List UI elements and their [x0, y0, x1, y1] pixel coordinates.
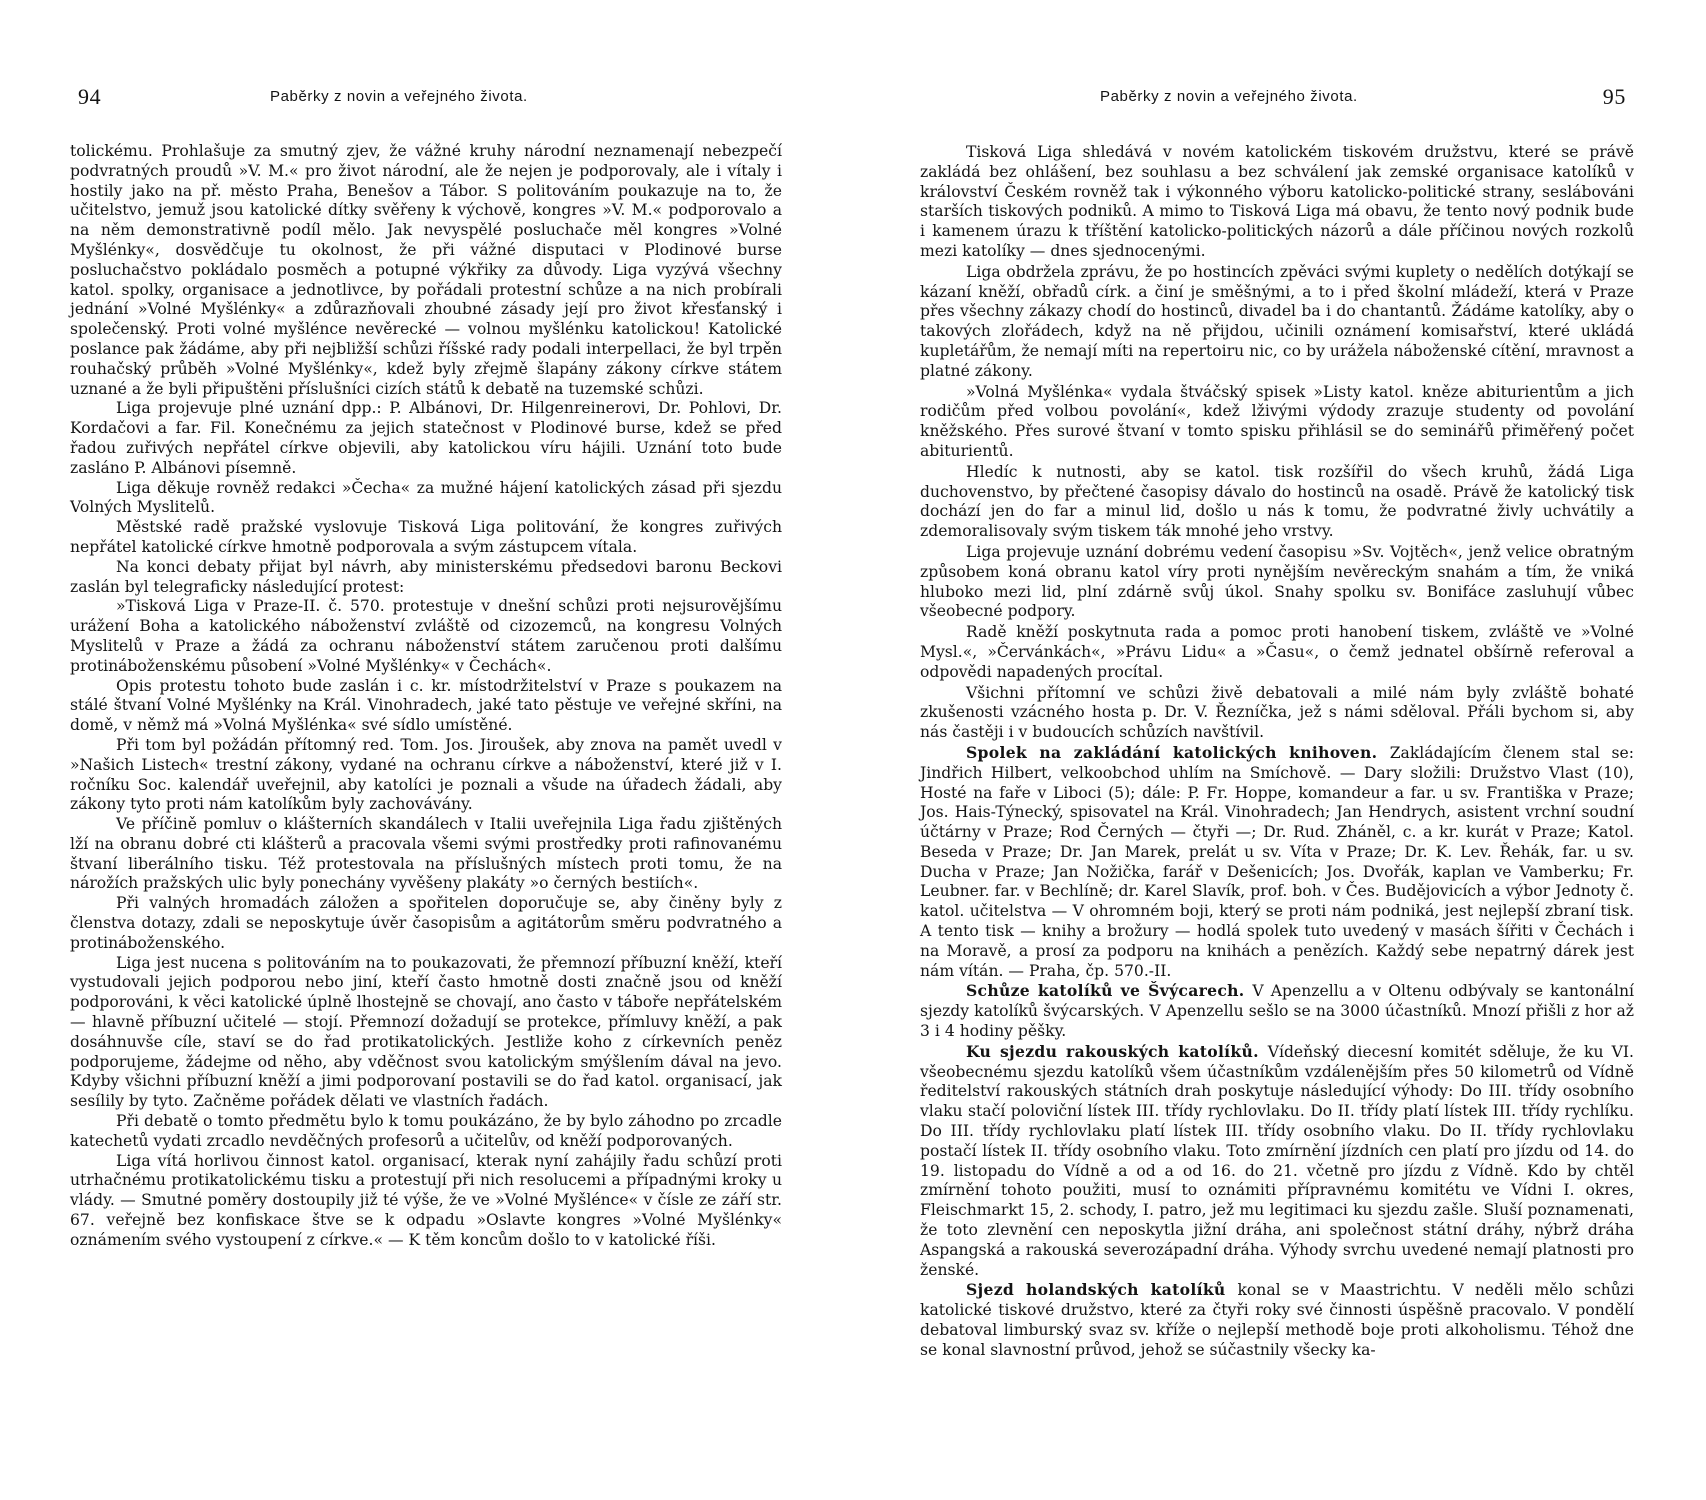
paragraph-text: konal se v Maastrichtu. V neděli mělo schůzi katolické tiskové družstvo, které za čtyři roky své činnosti úspěšně pracovalo. V pondělí debatoval limburský svaz sv. kříže o nejlepší methodě boje proti alkoholismu. Téhož dne se konal slavnostní průvod, jehož se súčastnily všecky ka- — [920, 1281, 1634, 1359]
paragraph: Na konci debaty přijat byl návrh, aby ministerskému předsedovi baronu Beckovi zaslán byl telegraficky následující protest: — [70, 557, 782, 596]
paragraph-text: Hledíc k nutnosti, aby se katol. tisk rozšířil do všech kruhů, žádá Liga duchovenstvo, by přečtené časopisy dávalo do hostinců na osadě. Právě že katolický tisk dochází jen do far a minul lid, došlo u nás k tomu, že podvratné živly uchvátily a zdemoralisovaly svým tiskem ták mnohé jeho vrstvy. — [920, 462, 1634, 541]
paragraph — [920, 462, 1634, 542]
left-page — [70, 0, 782, 1500]
paragraph: Liga děkuje rovněž redakci »Čecha« za mužné hájení katolických zásad při sjezdu Volných Myslitelů. — [70, 478, 782, 517]
section-heading: Schůze katolíků ve Švýcarech. — [966, 981, 1253, 1001]
right-page — [920, 0, 1634, 1500]
section-heading: Sjezd holandských katolíků — [966, 1280, 1238, 1300]
paragraph — [920, 262, 1634, 382]
paragraph: Ve příčině pomluv o klášterních skandálech v Italii uveřejnila Liga řadu zjištěných lží na obranu dobré cti klášterů a pracovala všemi svými prostředky proti rafinovanému štvaní liberálního tisku. Též protestovala na příslušných místech proti tomu, že na nárožích pražských ulic byly ponechány vyvěšeny plakáty »o černých bestiích«. — [70, 815, 782, 893]
paragraph: Městské radě pražské vyslovuje Tisková Liga politování, že kongres zuřivých nepřátel katolické církve hmotně podporovala a svým zástupcem vítala. — [70, 518, 782, 556]
paragraph-text: V Apenzellu a v Oltenu odbývaly se kantonální sjezdy katolíků švýcarských. V Apenzellu sešlo se na 3000 účastníků. Mnozí přišli z hor až 3 i 4 hodiny pěšky. — [920, 982, 1634, 1041]
paragraph-text: Liga projevuje uznání dobrému vedení časopisu »Sv. Vojtěch«, jenž velice obratným způsobem koná obranu katol víry proti nynějším nevěreckým snahám a tím, že vniká hluboko mezi lid, plní zdárně svůj úkol. Snahy spolku sv. Bonifáce zasluhují vůbec všeobecné podpory. — [920, 542, 1634, 621]
running-head: Paběrky z novin a veřejného života. — [1100, 88, 1358, 105]
right-page-body — [920, 142, 1634, 1361]
paragraph: Opis protestu tohoto bude zaslán i c. kr. místodržitelství v Praze s poukazem na stálé štvaní Volné Myšlénky na Král. Vinohradech, jaké tato pěstuje ve veřejné skříni, na domě, v němž má »Volná Myšlénka« své sídlo umístěné. — [70, 676, 782, 735]
paragraph: Při valných hromadách záložen a spořitelen doporučuje se, aby činěny byly z členstva dotazy, zdali se neposkytuje úvěr časopisům a agitátorům směru podvratného a protináboženského. — [70, 894, 782, 952]
paragraph-text: Vídeňský diecesní komitét sděluje, že ku VI. všeobecnému sjezdu katolíků všem účastníkům vzdálenějším přes 50 kilometrů od Vídně ředitelství rakouských státních drah poskytuje následující výhody: Do III. třídy osobního vlaku stačí poloviční lístek III. třídy rychlovlaku. Do II. třídy platí lístek III. třídy rychlíku. Do III. třídy rychlovlaku platí lístek III. třídy osobního vlaku. Do II. třídy rychlovlaku postačí lístek II. třídy osobního vlaku. Toto zmírnění jízdních cen platí pro jízdu od 14. do 19. listopadu do Vídně a od a od 16. do 21. včetně pro jízdu z Vídně. Kdo by chtěl zmírnění tohoto použiti, musí to oznámiti přípravnému komitétu ve Vídni I. okres, Fleischmarkt 15, 2. schody, I. patro, jež mu legitimaci ku sjezdu zašle. Sluší poznamenati, že toto zlevnění cen neposkytla jižní dráha, ani společnost státní dráhy, nýbrž dráha Aspangská a rakouská severozápadní dráha. Výhody svrchu uvedené nemají platnosti pro ženské. — [920, 1042, 1634, 1279]
paragraph — [920, 622, 1634, 682]
paragraph: »Tisková Liga v Praze-II. č. 570. protestuje v dnešní schůzi proti nejsurovějšímu urážení Boha a katolického náboženství zvláště od cizozemců, na kongresu Volných Myslitelů v Praze a žádá za ochranu náboženství státem zaručenou proti dalšímu protináboženskému působení »Volné Myšlénky« v Čechách«. — [70, 597, 782, 675]
paragraph-text: »Volná Myšlénka« vydala štváčský spisek »Listy katol. kněze abiturientům a jich rodičům před volbou povolání«, kdež lživými výdody zrazuje studenty od povolání kněžského. Přes surové štvaní v tomto spisku přihlásil se do seminářů přiměřený počet abiturientů. — [920, 382, 1634, 460]
section-heading: Ku sjezdu rakouských katolíků. — [966, 1041, 1268, 1061]
paragraph — [920, 382, 1634, 462]
right-page-header — [920, 84, 1634, 114]
left-page-header — [70, 84, 782, 114]
paragraph — [920, 981, 1634, 1041]
page-number: 95 — [1602, 84, 1626, 109]
paragraph — [920, 743, 1634, 982]
paragraph: Při debatě o tomto předmětu bylo k tomu poukázáno, že by bylo záhodno po zrcadle katechetů vydati zrcadlo nevděčných profesorů a učitelův, od kněží podporovaných. — [70, 1112, 782, 1150]
paragraph — [920, 542, 1634, 622]
paragraph: Liga jest nucena s politováním na to poukazovati, že přemnozí příbuzní kněží, kteří vystudovali jejich podporou nebo jiní, kteří často hmotně dosti značně jsou od kněží podporováni, k věci katolické úplně lhostejně se chovají, ano často v táboře nepřátelském — hlavně příbuzní učitelé — stojí. Přemnozí dožadují se protekce, přímluvy kněží, a pak dosáhnuvše cíle, staví se do řad protikatolických. Jestliže koho z církevních peněz podporujeme, žádejme od něho, aby vděčnost svou katolickým smýšlením dával na jevo. Kdyby všichni příbuzní kněží a jimi podporovaní postavili se do řad katol. organisací, jak sesílily by tyto. Začněme pořádek dělati ve vlastních řadách. — [70, 953, 782, 1111]
paragraph: Liga projevuje plné uznání dpp.: P. Albánovi, Dr. Hilgenreinerovi, Dr. Pohlovi, Dr. Kordačovi a far. Fil. Konečnému za jejich statečnost v Plodinové burse, kdež se před řadou zuřivých nepřátel církve objevili, aby katolickou víru hájili. Uznání toto bude zasláno P. Albánovi písemně. — [70, 399, 782, 477]
paragraph — [920, 683, 1634, 743]
paragraph — [920, 1042, 1634, 1281]
paragraph-text: Tisková Liga shledává v novém katolickém tiskovém družstvu, které se právě zakládá bez ohlášení, bez souhlasu a bez schválení jak zemské organisace katolíků v království Českém rovněž tak i výkonného výboru katolicko-politické strany, seslábováni starších tiskových podniků. A mimo to Tisková Liga má obavu, že tento nový podnik bude i kamenem úrazu k tříštění katolicko-politických názorů a dále příčinou nových rozkolů mezi katolíky — dnes sjednocenými. — [920, 143, 1634, 260]
paragraph — [920, 142, 1634, 262]
running-head: Paběrky z novin a veřejného života. — [270, 88, 528, 105]
left-page-body — [70, 142, 782, 1251]
paragraph-text: Radě kněží poskytnuta rada a pomoc proti hanobení tiskem, zvláště ve »Volné Mysl.«, »Červánkách«, »Právu Lidu« a »Času«, o čemž jednatel obšírně referoval a odpovědi napadených procítal. — [920, 623, 1634, 681]
section-heading: Spolek na zakládání katolických knihoven. — [966, 742, 1390, 762]
paragraph-text: Liga obdržela zprávu, že po hostincích zpěváci svými kuplety o nedělích dotýkají se kázaní kněží, obřadů círk. a činí je směšnými, a to i před školní mládeží, která v Praze přes všechny zákazy chodí do hostinců, divadel ba i do chantantů. Žádáme katolíky, aby o takových zlořádech, když na ně přijdou, učinili oznámení komisařství, které ukládá kupletářům, že nemají míti na repertoiru nic, co by urážela náboženské cítění, mravnost a platné zákony. — [920, 262, 1634, 380]
paragraph: tolickému. Prohlašuje za smutný zjev, že vážné kruhy národní neznamenají nebezpečí podvratných proudů »V. M.« pro život národní, ale že nejen je podporovaly, ale i vítaly i hostily jako na př. město Praha, Benešov a Tábor. S politováním poukazuje na to, že učitelstvo, jemuž jsou katolické dítky svěřeny k výchově, kongres »V. M.« podporovalo a na něm demonstrativně podíl mělo. Jak nevyspělé posluchače měl kongres »Volné Myšlénky«, dosvědčuje tu okolnost, že při vážné disputaci v Plodinové burse posluchačstvo pokládalo posměch a potupné výkřiky za důvody. Liga vyzývá všechny katol. spolky, organisace a jednotlivce, by pořádali protestní schůze a na nich probírali jednání »Volné Myšlénky« a zdůrazňovali zhoubné zásady její pro život křesťanský i společenský. Proti volné myšlénce nevěrecké — volnou myšlénku katolickou! Katolické poslance pak žádáme, aby při nejbližší schůzi říšské rady podali interpellaci, že byl trpěn rouhačský průběh »Volné Myšlénky«, kdež byly zřejmě šlapány zákony církve státem uznané a že byli připuštěni příslušníci cizích států k debatě na tuzemské schůzi. — [70, 142, 782, 398]
paragraph: Při tom byl požádán přítomný red. Tom. Jos. Jiroušek, aby znova na pamět uvedl v »Našich Listech« trestní zákony, vydané na ochranu církve a náboženství, které již v I. ročníku Soc. kalendář uveřejnil, aby katolíci je poznali a všude na úřadech žádali, aby zákony tyto proti nám katolíkům byly zachovávány. — [70, 735, 782, 814]
paragraph-text: Všichni přítomní ve schůzi živě debatovali a milé nám byly zvláště bohaté zkušenosti vzácného hosta p. Dr. V. Řezníčka, jež s námi sděloval. Přáli bychom si, aby nás častěji i v budoucích schůzích navštívil. — [920, 683, 1634, 742]
paragraph — [920, 1280, 1634, 1360]
paragraph-text: Zakládajícím členem stal se: Jindřich Hilbert, velkoobchod uhlím na Smíchově. — Dary složili: Družstvo Vlast (10), Hosté na faře v Liboci (5); dále: P. Fr. Hoppe, komandeur a far. u sv. Františka v Praze; Jos. Hais-Týnecký, spisovatel na Král. Vinohradech; Jan Hendrych, asistent vrchní soudní účtárny v Praze; Rod Černých — čtyři —; Dr. Rud. Zháněl, c. a kr. kurát v Praze; Katol. Beseda v Praze; Dr. Jan Marek, prelát u sv. Víta v Praze; Dr. K. Lev. Řehák, far. u sv. Ducha v Praze; Jan Nožička, farář v Dešenicích; Jos. Dvořák, kaplan ve Vamberku; Fr. Leubner. far. v Bechlíně; dr. Karel Slavík, prof. boh. v Čes. Budějovicích a výbor Jednoty č. katol. učitelstva — V ohromném boji, který se proti nám podniká, jest nejlepší zbraní tisk. A tento tisk — knihy a brožury — hodlá spolek tuto uvedený v masách šířiti v Čechách i na Moravě, a prosí za podporu na knihách a penězích. Každý sebe nepatrný dárek jest nám vítán. — Praha, čp. 570.-II. — [920, 743, 1634, 980]
paragraph: Liga vítá horlivou činnost katol. organisací, kterak nyní zahájily řadu schůzí proti utrhačnému protikatolickému tisku a protestují při nich resolucemi a případnými kroky u vlády. — Smutné poměry dostoupily již té výše, že ve »Volné Myšlénce« v čísle ze září str. 67. veřejně bez konfiskace štve se k odpadu »Oslavte kongres »Volné Myšlénky« oznámením svého vystoupení z církve.« — K těm koncům došlo to v katolické říši. — [70, 1151, 782, 1249]
page-number: 94 — [78, 84, 102, 109]
